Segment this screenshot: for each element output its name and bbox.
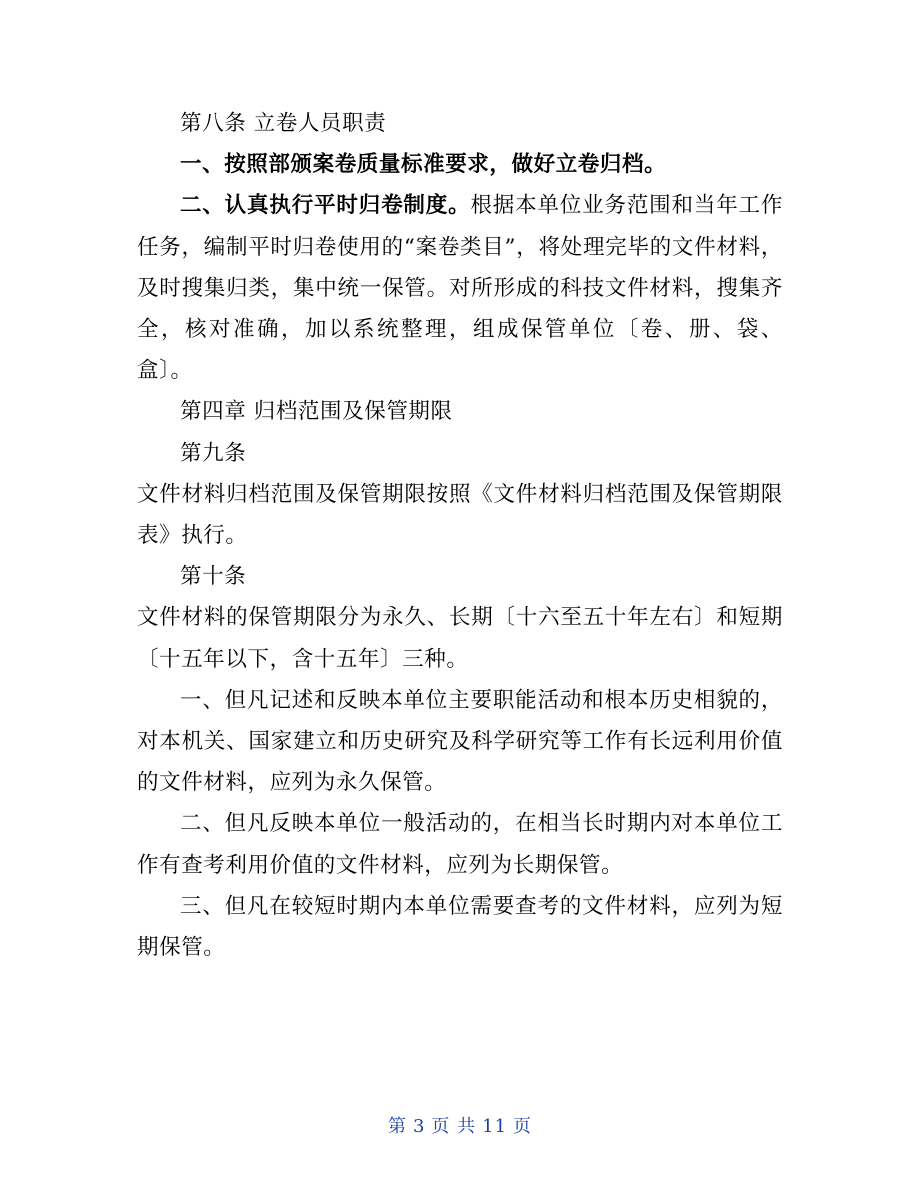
article10-item1: 一、但凡记述和反映本单位主要职能活动和根本历史相貌的，对本机关、国家建立和历史研究及科学研究等工作有长远利用价值的文件材料，应列为永久保管。 [137, 687, 783, 796]
document-body [137, 103, 783, 968]
article10-body: 文件材料的保管期限分为永久、长期〔十六至五十年左右〕和短期〔十五年以下，含十五年〕三种。 [137, 605, 783, 672]
article10-heading: 第十条 [180, 564, 247, 590]
article8-item2-lead: 二、认真执行平时归卷制度。 [180, 193, 471, 219]
footer-label-page: 第 [387, 1116, 407, 1137]
article8-item2-body: 根据本单位业务范围和当年工作任务，编制平时归卷使用的“案卷类目”，将处理完毕的文件材料，及时搜集归类，集中统一保管。对所形成的科技文件材料，搜集齐全，核对准确，加以系统整理，组成保管单位〔卷、册、袋、盒〕。 [137, 193, 783, 384]
article9-heading: 第九条 [180, 440, 247, 466]
article10-item2: 二、但凡反映本单位一般活动的，在相当长时期内对本单位工作有查考利用价值的文件材料，应列为长期保管。 [137, 811, 783, 878]
page-footer [0, 1112, 920, 1138]
article8-heading: 第八条 立卷人员职责 [180, 111, 387, 136]
footer-total-pages: 11 [482, 1116, 508, 1137]
article8-item1: 一、按照部颁案卷质量标准要求，做好立卷归档。 [180, 152, 667, 178]
footer-current-page: 3 [412, 1116, 426, 1137]
footer-label-of: 页 共 [431, 1116, 477, 1137]
chapter4-heading: 第四章 归档范围及保管期限 [180, 399, 453, 425]
article10-item3: 三、但凡在较短时期内本单位需要查考的文件材料，应列为短期保管。 [137, 893, 783, 961]
article9-body: 文件材料归档范围及保管期限按照《文件材料归档范围及保管期限表》执行。 [137, 481, 783, 549]
footer-label-end: 页 [513, 1116, 533, 1137]
article8-item2 [137, 185, 783, 391]
